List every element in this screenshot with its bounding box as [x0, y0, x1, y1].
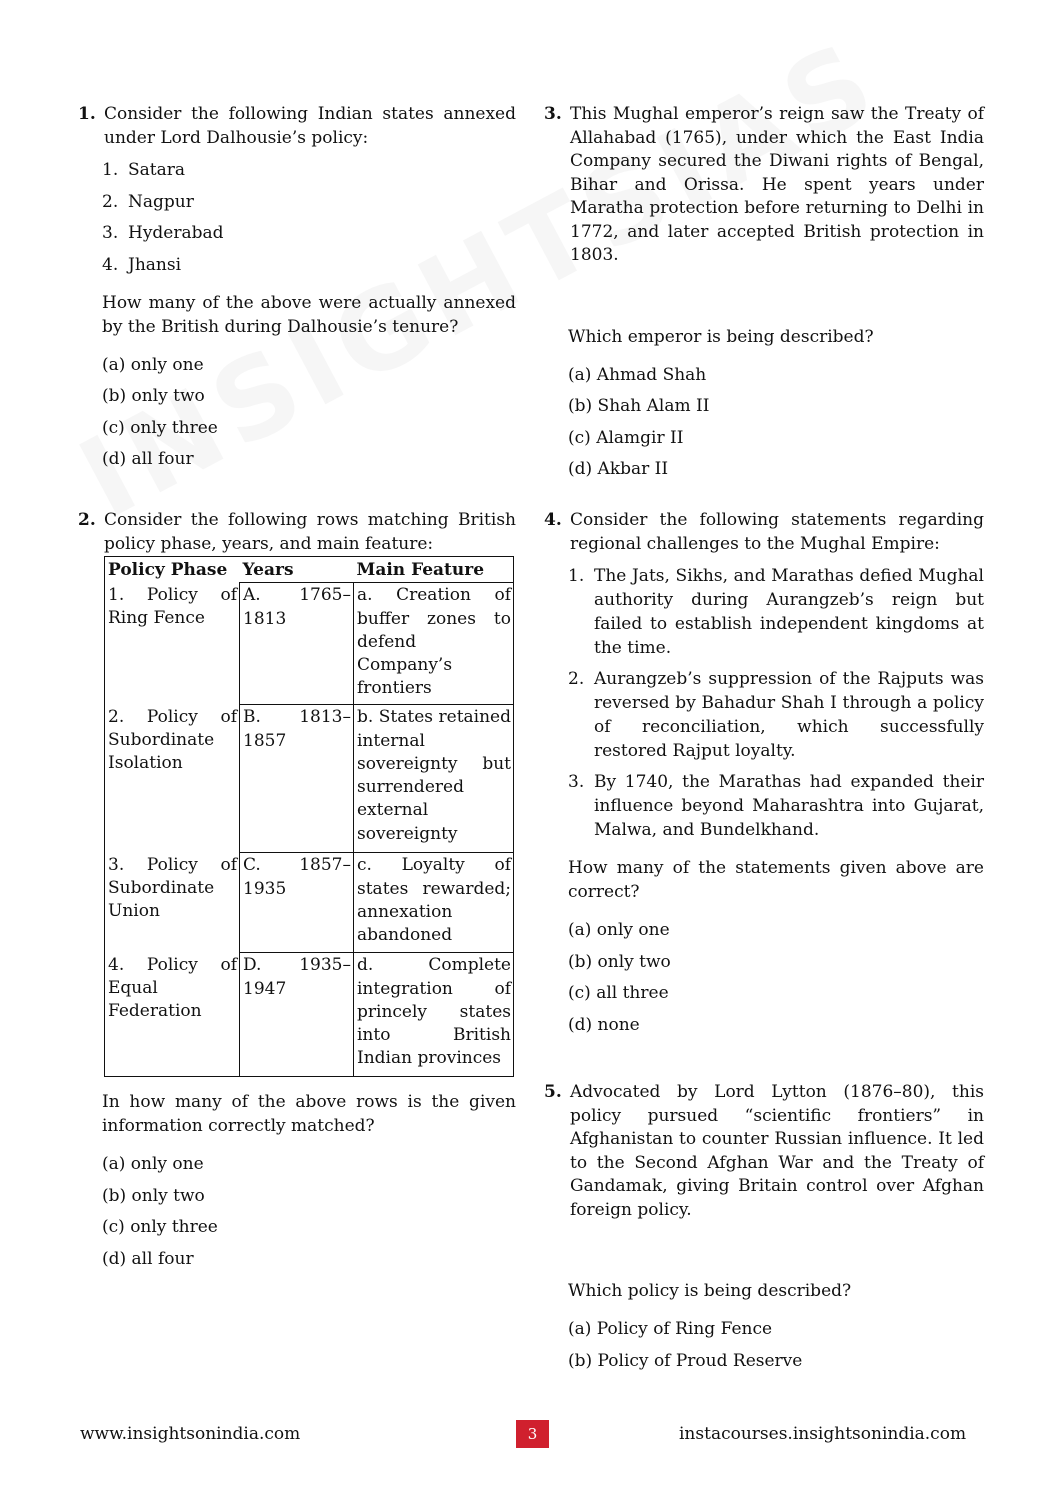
option-a: (a) only one	[102, 354, 204, 375]
question-2	[78, 509, 516, 556]
option-a: (a) Ahmad Shah	[568, 364, 707, 385]
options	[568, 363, 984, 482]
list-item: 3. By 1740, the Marathas had expanded their influence beyond Maharashtra into Gujarat, Malwa, and Bundelkhand.	[568, 772, 984, 840]
option-c: (c) only three	[102, 1217, 218, 1237]
list-item: 4. Jhansi	[102, 254, 182, 275]
question-stem: In how many of the above rows is the given information correctly matched?	[102, 1092, 516, 1136]
header-policy-phase: Policy Phase	[105, 557, 240, 583]
list-item: 3. Hyderabad	[102, 223, 224, 243]
question-number: 4.	[544, 510, 562, 530]
option-a: (a) Policy of Ring Fence	[568, 1319, 773, 1339]
question-3	[544, 103, 984, 489]
option-d: (d) all four	[102, 1248, 194, 1269]
option-b: (b) only two	[102, 386, 205, 406]
question-text: Consider the following statements regarding regional challenges to the Mughal Empire:	[570, 510, 984, 554]
page-number: 3	[516, 1420, 549, 1448]
item-list	[102, 158, 516, 277]
question-number: 5.	[544, 1082, 562, 1102]
option-a: (a) only one	[568, 920, 670, 940]
option-b: (b) Policy of Proud Reserve	[568, 1350, 803, 1371]
table-header-row	[105, 557, 514, 583]
header-main-feature: Main Feature	[354, 557, 514, 583]
question-number: 3.	[544, 104, 562, 124]
table-row: 1. Policy of Ring Fence A. 1765–1813 a. Creation of buffer zones to defend Company’s frontiers	[105, 583, 514, 705]
table-row: 4. Policy of Equal Federation D. 1935–1947 d. Complete integration of princely states into British Indian provinces	[105, 953, 514, 1077]
question-5	[544, 1081, 984, 1380]
option-c: (c) all three	[568, 983, 669, 1003]
options	[568, 1317, 984, 1373]
statement-list	[568, 564, 984, 842]
question-2-answers	[78, 1090, 516, 1278]
question-text: Consider the following rows matching British policy phase, years, and main feature:	[104, 510, 516, 554]
question-text: This Mughal emperor’s reign saw the Treaty of Allahabad (1765), under which the East India Company secured the Diwani rights of Bengal, Bihar and Orissa. He spent years under Maratha protection before returning to Delhi in 1772, and later accepted British protection in 1803.	[570, 104, 984, 265]
footer-left-link[interactable]: www.insightsonindia.com	[80, 1424, 301, 1444]
options	[102, 353, 516, 472]
option-d: (d) none	[568, 1014, 640, 1035]
question-4	[544, 509, 984, 1044]
option-d: (d) Akbar II	[568, 459, 669, 479]
list-item: 1. The Jats, Sikhs, and Marathas defied Mughal authority during Aurangzeb’s reign but failed to establish independent kingdoms at the time.	[568, 566, 984, 658]
table-row: 2. Policy of Subordinate Isolation B. 1813–1857 b. States retained internal sovereignty but surrendered external sovereignty	[105, 705, 514, 853]
question-stem: Which emperor is being described?	[568, 326, 874, 347]
option-a: (a) only one	[102, 1154, 204, 1174]
table-row: 3. Policy of Subordinate Union C. 1857–1935 c. Loyalty of states rewarded; annexation abandoned	[105, 853, 514, 953]
question-text: Consider the following Indian states annexed under Lord Dalhousie’s policy:	[104, 104, 516, 148]
list-item: 1. Satara	[102, 160, 186, 180]
option-c: (c) Alamgir II	[568, 427, 684, 448]
options	[568, 918, 984, 1037]
footer-right-link[interactable]: instacourses.insightsonindia.com	[679, 1424, 967, 1444]
question-stem: How many of the above were actually annexed by the British during Dalhousie’s tenure?	[102, 292, 516, 337]
option-b: (b) Shah Alam II	[568, 396, 710, 416]
list-item: 2. Aurangzeb’s suppression of the Rajputs was reversed by Bahadur Shah I through a policy of reconciliation, which successfully restored Rajput loyalty.	[568, 669, 984, 761]
match-table	[104, 556, 514, 1077]
option-c: (c) only three	[102, 417, 218, 438]
options	[102, 1152, 516, 1271]
question-text: Advocated by Lord Lytton (1876–80), this policy pursued “scientific frontiers” in Afghanistan to counter Russian influence. It led to the Second Afghan War and the Treaty of Gandamak, giving Britain control over Afghan foreign policy.	[570, 1082, 984, 1220]
header-years: Years	[240, 557, 354, 583]
option-b: (b) only two	[102, 1185, 205, 1206]
question-number: 1.	[78, 104, 96, 124]
option-b: (b) only two	[568, 951, 671, 972]
option-d: (d) all four	[102, 449, 194, 469]
question-number: 2.	[78, 510, 96, 530]
question-stem: How many of the statements given above are correct?	[568, 858, 984, 902]
question-1	[78, 103, 516, 479]
list-item: 2. Nagpur	[102, 191, 194, 212]
question-stem: Which policy is being described?	[568, 1281, 852, 1301]
